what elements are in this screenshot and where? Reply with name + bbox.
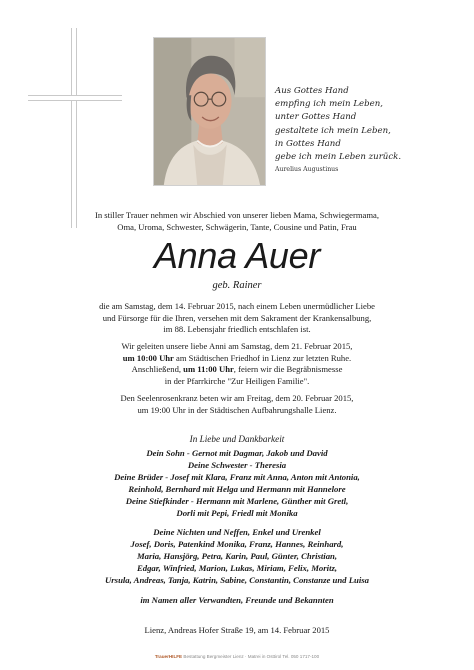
mourner-line: Edgar, Winfried, Marion, Lukas, Miriam, Felix, Moritz, [136, 563, 338, 574]
burial-time: um 10:00 Uhr [122, 352, 174, 363]
death-notice: die am Samstag, dem 14. Februar 2015, nach einem Leben unermüdlicher Liebe und Fürsorge für die Ihren, versehen mit dem Sakrament der Krankensalbung, im 88. Lebensjahr friedlich entschlafen ist. [99, 301, 375, 335]
poem-line: unter Gottes Hand [275, 112, 357, 123]
thanks-line: In Liebe und Dankbarkeit [189, 434, 285, 444]
mourner-line: Josef, Doris, Patenkind Monika, Franz, Hannes, Reinhard, [130, 539, 344, 550]
mourner-line: Reinhold, Bernhard mit Helga und Hermann mit Hannelore [128, 484, 346, 495]
closing-line: im Namen aller Verwandten, Freunde und Bekannten [140, 595, 334, 605]
portrait-photo [153, 37, 266, 186]
mourner-line: Deine Schwester - Theresia [187, 460, 287, 471]
poem-line: gebe ich mein Leben zurück. [275, 152, 402, 163]
mourner-line: Deine Stiefkinder - Hermann mit Marlene, Günther mit Gretl, [125, 496, 349, 507]
relatives-mourners [0, 526, 474, 586]
footer-credit [0, 654, 474, 660]
rosary-details: Den Seelenrosenkranz beten wir am Freitag, dem 20. Februar 2015, um 19:00 Uhr in der Städtischen Aufbahrungshalle Lienz. [120, 393, 354, 415]
mourner-line: Deine Nichten und Neffen, Enkel und Urenkel [153, 527, 321, 537]
mass-time: um 11:00 Uhr [183, 364, 234, 375]
maiden-name: geb. Rainer [212, 280, 262, 291]
intro-text: In stiller Trauer nehmen wir Abschied von unserer lieben Mama, Schwiegermama, Oma, Uroma, Schwester, Schwägerin, Tante, Cousine und Patin, Frau [95, 210, 379, 233]
poem [275, 85, 465, 174]
cross-vertical-bar [71, 28, 77, 228]
mourner-line: Maria, Hansjörg, Petra, Karin, Paul, Günter, Christian, [136, 551, 338, 562]
mourner-line: Deine Brüder - Josef mit Klara, Franz mit Anna, Anton mit Antonia, [114, 472, 360, 483]
place-date: Lienz, Andreas Hofer Straße 19, am 14. Februar 2015 [144, 625, 330, 635]
funeral-home-logo: TrauerHILFE [154, 654, 183, 659]
poem-line: in Gottes Hand [275, 138, 341, 149]
poem-line: empfing ich mein Leben, [275, 99, 383, 110]
deceased-name: Anna Auer [153, 235, 321, 276]
mourner-line: Ursula, Andreas, Tanja, Katrin, Sabine, Constantin, Constanze und Luisa [105, 575, 369, 586]
funeral-home-contact: Bestattung Bergmeister Lienz · Matrei in Osttirol Tel. 050 1717-100 [182, 654, 320, 659]
family-mourners [0, 447, 474, 520]
poem-line: Aus Gottes Hand [275, 86, 349, 96]
funeral-details: Wir geleiten unsere liebe Anni am Samstag, dem 21. Februar 2015, um 10:00 Uhr am Städtischen Friedhof in Lienz zur letzten Ruhe. Anschließend, um 11:00 Uhr, feiern wir die Begräbnismesse in der Pfarrkirche "Zur Heiligen Familie". [121, 341, 353, 386]
poem-author: Aurelius Augustinus [275, 166, 339, 174]
poem-line: gestaltete ich mein Leben, [275, 125, 391, 136]
mourner-line: Dein Sohn - Gernot mit Dagmar, Jakob und David [146, 448, 328, 458]
mourner-line: Dorli mit Pepi, Friedl mit Monika [176, 508, 298, 519]
